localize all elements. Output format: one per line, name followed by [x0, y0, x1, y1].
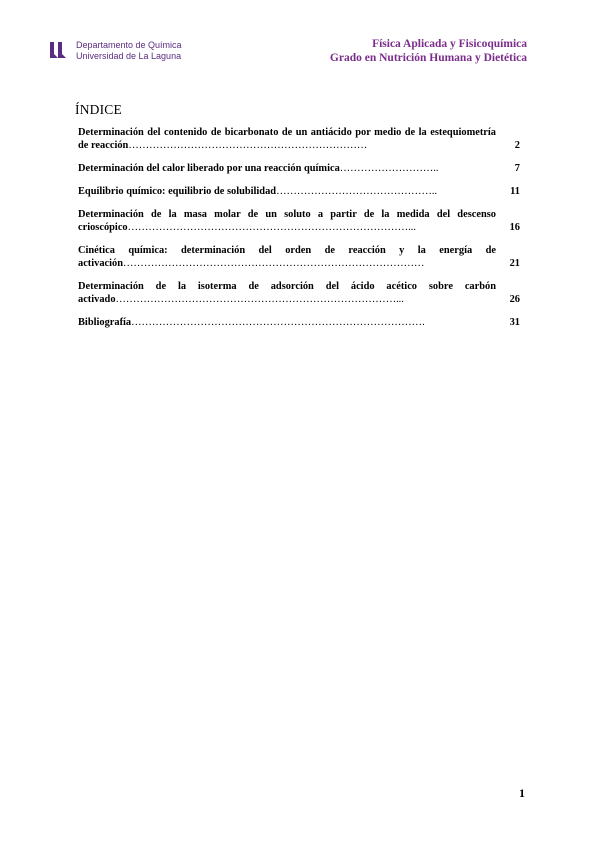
index-title: ÍNDICE [75, 102, 122, 117]
university-name: Universidad de La Laguna [76, 51, 182, 61]
toc-page-number: 2 [514, 140, 520, 151]
toc-entry-title: Cinética química: determinación del orden de reacción y la energía de activación [78, 245, 496, 269]
toc-entry[interactable] [78, 316, 520, 329]
toc-entry-title: Determinación de la isoterma de adsorción del ácido acético sobre carbón activado [78, 281, 496, 305]
page-number: 1 [519, 786, 525, 800]
department-block [76, 40, 182, 62]
ull-logo-icon [48, 40, 68, 60]
table-of-contents [78, 126, 520, 339]
toc-entry[interactable] [78, 126, 520, 152]
toc-entry[interactable] [78, 208, 520, 234]
department-name: Departamento de Química [76, 40, 182, 50]
toc-page-number: 11 [510, 186, 520, 197]
toc-entry-title: Bibliografía [78, 317, 132, 328]
course-header [330, 37, 527, 65]
toc-leader: …………………………………………………………………………. [131, 317, 425, 328]
course-title: Física Aplicada y Fisicoquímica [372, 38, 527, 50]
toc-leader: …………………………………………………………… [128, 140, 368, 151]
toc-entry[interactable] [78, 244, 520, 270]
toc-leader: ………………………………………………………………………... [115, 294, 404, 305]
toc-entry-title: Determinación del calor liberado por una reacción química [78, 163, 340, 174]
toc-leader: ……………………………………….. [276, 186, 438, 197]
toc-entry-title: Determinación de la masa molar de un soluto a partir de la medida del descenso crioscópico [78, 209, 496, 233]
toc-page-number: 26 [509, 294, 520, 305]
toc-page-number: 31 [509, 317, 520, 328]
toc-leader: ……………………….. [339, 163, 439, 174]
toc-page-number: 7 [514, 163, 520, 174]
toc-page-number: 16 [509, 222, 520, 233]
degree-title: Grado en Nutrición Humana y Dietética [329, 52, 527, 64]
toc-page-number: 21 [509, 258, 520, 269]
toc-entry[interactable] [78, 162, 520, 175]
toc-leader: …………………………………………………………………………… [123, 258, 425, 269]
toc-entry[interactable] [78, 185, 520, 198]
toc-entry-title: Equilibrio químico: equilibrio de solubilidad [78, 186, 277, 197]
toc-entry[interactable] [78, 280, 520, 306]
toc-leader: ………………………………………………………………………... [127, 222, 416, 233]
toc-entry-title: Determinación del contenido de bicarbonato de un antiácido por medio de la estequiometría de reacción [78, 127, 496, 151]
